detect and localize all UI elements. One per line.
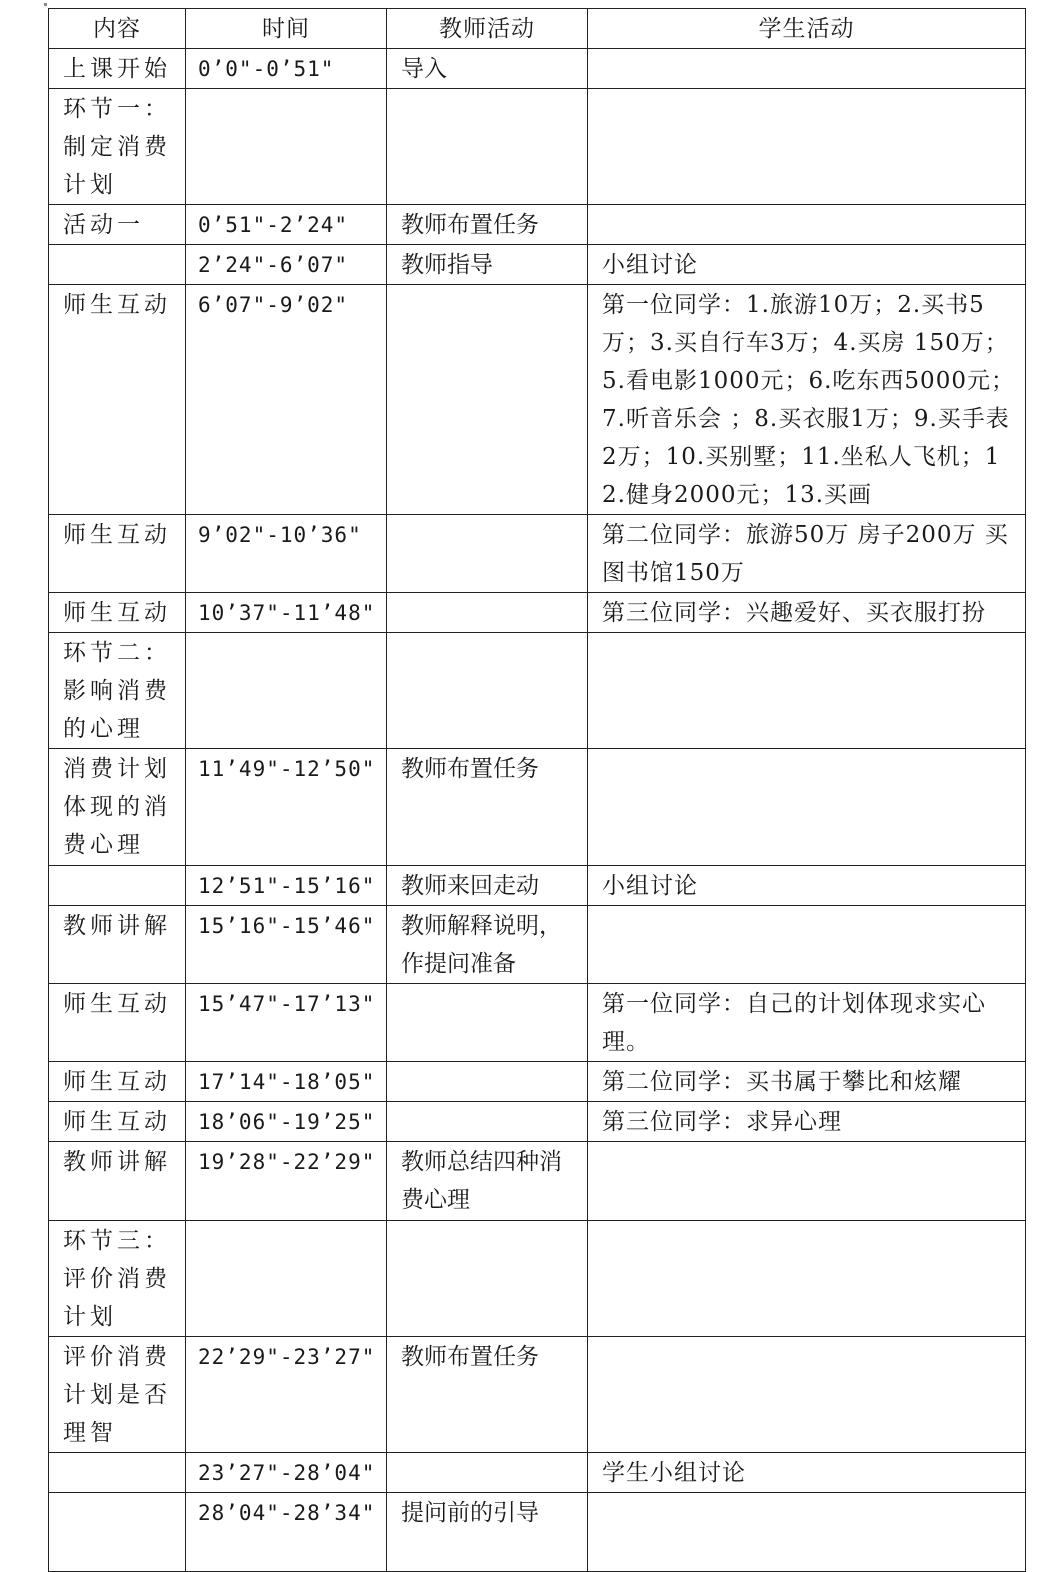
table-row	[49, 1221, 1026, 1337]
student-activity-cell: 学生小组讨论	[588, 1453, 1026, 1493]
time-cell: 0’51"-2’24"	[186, 205, 387, 245]
time-cell: 17’14"-18’05"	[186, 1062, 387, 1102]
teacher-activity-cell	[387, 1062, 588, 1102]
content-cell: 师生互动	[49, 1102, 186, 1142]
table-row	[49, 593, 1026, 633]
teacher-activity-cell	[387, 633, 588, 749]
teacher-activity-cell: 教师解释说明，作提问准备	[387, 906, 588, 984]
time-cell: 10’37"-11’48"	[186, 593, 387, 633]
content-cell: 师生互动	[49, 515, 186, 593]
teacher-activity-cell: 教师总结四种消费心理	[387, 1142, 588, 1221]
content-cell: 师生互动	[49, 984, 186, 1062]
time-cell	[186, 1221, 387, 1337]
student-activity-cell	[588, 749, 1026, 866]
table-row	[49, 1102, 1026, 1142]
time-cell: 0’0"-0’51"	[186, 49, 387, 89]
table-row	[49, 906, 1026, 984]
student-activity-cell	[588, 906, 1026, 984]
teacher-activity-cell	[387, 1102, 588, 1142]
table-row	[49, 1142, 1026, 1221]
student-activity-cell	[588, 49, 1026, 89]
table-row	[49, 205, 1026, 245]
student-activity-cell: 第三位同学：兴趣爱好、买衣服打扮	[588, 593, 1026, 633]
content-cell: 师生互动	[49, 593, 186, 633]
header-content: 内容	[49, 9, 186, 49]
lesson-timeline-table	[48, 8, 1026, 1572]
table-row	[49, 749, 1026, 866]
time-cell	[186, 89, 387, 205]
teacher-activity-cell	[387, 515, 588, 593]
scan-mark	[44, 3, 47, 6]
student-activity-cell: 第三位同学：求异心理	[588, 1102, 1026, 1142]
table-row	[49, 285, 1026, 515]
time-cell: 18’06"-19’25"	[186, 1102, 387, 1142]
teacher-activity-cell	[387, 285, 588, 515]
student-activity-cell: 第一位同学：1.旅游10万；2.买书5万；3.买自行车3万；4.买房 150万；5.看电影1000元；6.吃东西5000元；7.听音乐会 ；8.买衣服1万；9.买手表2万；10.买别墅；11.坐私人飞机；12.健身2000元；13.买画	[588, 285, 1026, 515]
content-cell: 师生互动	[49, 285, 186, 515]
content-cell: 上课开始	[49, 49, 186, 89]
teacher-activity-cell: 导入	[387, 49, 588, 89]
time-cell: 15’47"-17’13"	[186, 984, 387, 1062]
header-teacher-activity: 教师活动	[387, 9, 588, 49]
student-activity-cell: 小组讨论	[588, 866, 1026, 906]
student-activity-cell: 小组讨论	[588, 245, 1026, 285]
content-cell	[49, 1493, 186, 1572]
table-row	[49, 1453, 1026, 1493]
content-cell: 教师讲解	[49, 1142, 186, 1221]
content-cell	[49, 866, 186, 906]
student-activity-cell	[588, 89, 1026, 205]
table-row	[49, 1337, 1026, 1453]
table-body	[49, 49, 1026, 1572]
student-activity-cell	[588, 1142, 1026, 1221]
time-cell: 9’02"-10’36"	[186, 515, 387, 593]
content-cell	[49, 1453, 186, 1493]
content-cell: 评价消费计划是否理智	[49, 1337, 186, 1453]
teacher-activity-cell	[387, 593, 588, 633]
table-row	[49, 866, 1026, 906]
student-activity-cell	[588, 1221, 1026, 1337]
teacher-activity-cell	[387, 984, 588, 1062]
header-row	[49, 9, 1026, 49]
time-cell: 23’27"-28’04"	[186, 1453, 387, 1493]
student-activity-cell	[588, 1337, 1026, 1453]
time-cell: 22’29"-23’27"	[186, 1337, 387, 1453]
content-cell: 师生互动	[49, 1062, 186, 1102]
teacher-activity-cell: 教师来回走动	[387, 866, 588, 906]
content-cell: 教师讲解	[49, 906, 186, 984]
content-cell: 消费计划体现的消费心理	[49, 749, 186, 866]
header-student-activity: 学生活动	[588, 9, 1026, 49]
student-activity-cell: 第一位同学：自己的计划体现求实心理。	[588, 984, 1026, 1062]
student-activity-cell: 第二位同学：旅游50万 房子200万 买图书馆150万	[588, 515, 1026, 593]
table-row	[49, 1062, 1026, 1102]
time-cell: 12’51"-15’16"	[186, 866, 387, 906]
time-cell: 2’24"-6’07"	[186, 245, 387, 285]
student-activity-cell: 第二位同学：买书属于攀比和炫耀	[588, 1062, 1026, 1102]
table-row	[49, 515, 1026, 593]
content-cell: 环节一：制定消费计划	[49, 89, 186, 205]
teacher-activity-cell: 提问前的引导	[387, 1493, 588, 1572]
content-cell: 环节二：影响消费的心理	[49, 633, 186, 749]
time-cell: 6’07"-9’02"	[186, 285, 387, 515]
teacher-activity-cell	[387, 1221, 588, 1337]
teacher-activity-cell: 教师布置任务	[387, 1337, 588, 1453]
student-activity-cell	[588, 1493, 1026, 1572]
table-row	[49, 984, 1026, 1062]
teacher-activity-cell	[387, 89, 588, 205]
time-cell: 19’28"-22’29"	[186, 1142, 387, 1221]
student-activity-cell	[588, 633, 1026, 749]
table-row	[49, 245, 1026, 285]
table-row	[49, 89, 1026, 205]
student-activity-cell	[588, 205, 1026, 245]
header-time: 时间	[186, 9, 387, 49]
table-row	[49, 633, 1026, 749]
content-cell: 环节三：评价消费计划	[49, 1221, 186, 1337]
teacher-activity-cell	[387, 1453, 588, 1493]
table-row	[49, 1493, 1026, 1572]
teacher-activity-cell: 教师布置任务	[387, 205, 588, 245]
time-cell: 15’16"-15’46"	[186, 906, 387, 984]
content-cell	[49, 245, 186, 285]
time-cell: 28’04"-28’34"	[186, 1493, 387, 1572]
time-cell: 11’49"-12’50"	[186, 749, 387, 866]
time-cell	[186, 633, 387, 749]
teacher-activity-cell: 教师指导	[387, 245, 588, 285]
lesson-record-sheet	[48, 8, 1025, 1572]
teacher-activity-cell: 教师布置任务	[387, 749, 588, 866]
table-row	[49, 49, 1026, 89]
content-cell: 活动一	[49, 205, 186, 245]
